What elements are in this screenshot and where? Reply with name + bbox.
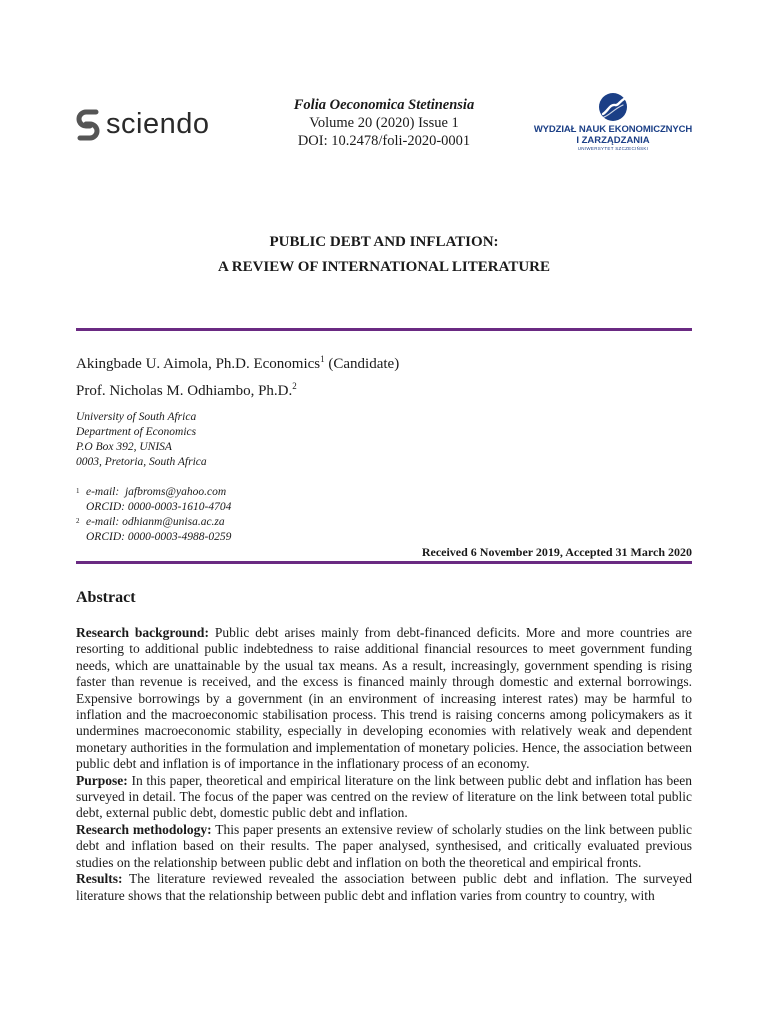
title-line-1: PUBLIC DEBT AND INFLATION: xyxy=(269,234,499,250)
abstract-results-label: Results: xyxy=(76,871,123,887)
contact-1-orcid: ORCID: 0000-0003-1610-4704 xyxy=(86,501,232,513)
faculty-university: UNIWERSYTET SZCZECIŃSKI xyxy=(577,146,649,151)
contact-1-orcid-row xyxy=(76,500,231,515)
author-list xyxy=(76,351,399,405)
abstract-body xyxy=(76,625,692,904)
abstract-purpose xyxy=(76,773,692,822)
header-divider xyxy=(76,561,692,564)
abstract-background xyxy=(76,625,692,773)
faculty-logo xyxy=(532,92,694,152)
sciendo-mark-icon xyxy=(76,109,100,141)
faculty-name-line2: I ZARZĄDZANIA xyxy=(576,135,650,146)
contact-1-email: e-mail: jafbroms@yahoo.com xyxy=(86,486,227,498)
abstract-methodology-label: Research methodology: xyxy=(76,821,212,837)
journal-doi: DOI: 10.2478/foli-2020-0001 xyxy=(297,133,471,149)
author-1-sup: 1 xyxy=(320,354,325,364)
contact-1 xyxy=(76,485,231,500)
abstract-results xyxy=(76,871,692,904)
abstract-purpose-label: Purpose: xyxy=(76,772,128,788)
abstract-purpose-text: In this paper, theoretical and empirical literature on the link between public debt and inflation has been surveyed in detail. The focus of the paper was centred on the review of literature on the link between total public debt, external public debt, domestic public debt and inflation. xyxy=(76,772,692,821)
contact-2 xyxy=(76,515,231,530)
abstract-background-label: Research background: xyxy=(76,625,209,640)
journal-volume: Volume 20 (2020) Issue 1 xyxy=(309,115,459,131)
abstract-methodology xyxy=(76,822,692,871)
faculty-globe-icon xyxy=(598,92,628,122)
sciendo-wordmark: sciendo xyxy=(106,108,210,140)
author-1-name: Akingbade U. Aimola, Ph.D. Economics xyxy=(76,356,321,372)
contact-1-mark: 1 xyxy=(76,487,80,495)
sciendo-logo xyxy=(76,108,209,141)
contact-2-orcid: ORCID: 0000-0003-4988-0259 xyxy=(86,531,232,543)
author-1 xyxy=(76,351,399,378)
abstract-heading: Abstract xyxy=(76,589,136,606)
abstract-methodology-text: This paper presents an extensive review of scholarly studies on the link between public debt and inflation based on their results. The paper analysed, synthesised, and critically evaluated previous studies on the relationship between public debt and inflation on both the theoretical and empirical fronts. xyxy=(76,821,692,870)
faculty-name-line1: WYDZIAŁ NAUK EKONOMICZNYCH xyxy=(533,124,693,135)
author-2-name: Prof. Nicholas M. Odhiambo, Ph.D. xyxy=(76,383,293,399)
author-contacts xyxy=(76,485,231,545)
author-2-sup: 2 xyxy=(292,381,297,391)
paper-title xyxy=(76,230,692,280)
abstract-results-text: The literature reviewed revealed the association between public debt and inflation. The surveyed literature shows that the relationship between public debt and inflation varies from country to country, with xyxy=(76,871,692,903)
journal-name: Folia Oeconomica Stetinensia xyxy=(293,97,475,113)
affiliation-university: University of South Africa xyxy=(76,411,197,423)
contact-2-mark: 2 xyxy=(76,517,80,525)
affiliation-department: Department of Economics xyxy=(76,426,197,438)
contact-2-orcid-row xyxy=(76,530,231,545)
affiliation xyxy=(76,410,207,470)
author-1-suffix: (Candidate) xyxy=(324,356,400,372)
abstract-background-text: Public debt arises mainly from debt-financed deficits. More and more countries are resorting to additional public indebtedness to raise additional financial resources to meet government funding needs, which are unattainable by the usual tax means. As a result, increasingly, government spending is rising faster than revenue is received, and the excess is financed mainly through domestic and external borrowings. Expensive borrowings by a government (in an environment of increasing interest rates) may be harmful to inflation and the macroeconomic stabilisation process. This trend is raising concerns among policymakers as it undermines macroeconomic stability, especially in developing economies with relatively weak and dependent monetary authorities in the formulation and implementation of monetary policies. Hence, the association between public debt and inflation is of importance in the inflationary process of an economy. xyxy=(76,625,692,772)
affiliation-po-box: P.O Box 392, UNISA xyxy=(76,441,172,453)
title-line-2: A REVIEW OF INTERNATIONAL LITERATURE xyxy=(217,259,550,275)
author-2 xyxy=(76,378,399,405)
title-divider xyxy=(76,328,692,331)
journal-info xyxy=(270,96,498,150)
affiliation-city: 0003, Pretoria, South Africa xyxy=(76,456,207,468)
contact-2-email: e-mail: odhianm@unisa.ac.za xyxy=(86,516,225,528)
received-date: Received 6 November 2019, Accepted 31 March 2020 xyxy=(421,545,692,559)
